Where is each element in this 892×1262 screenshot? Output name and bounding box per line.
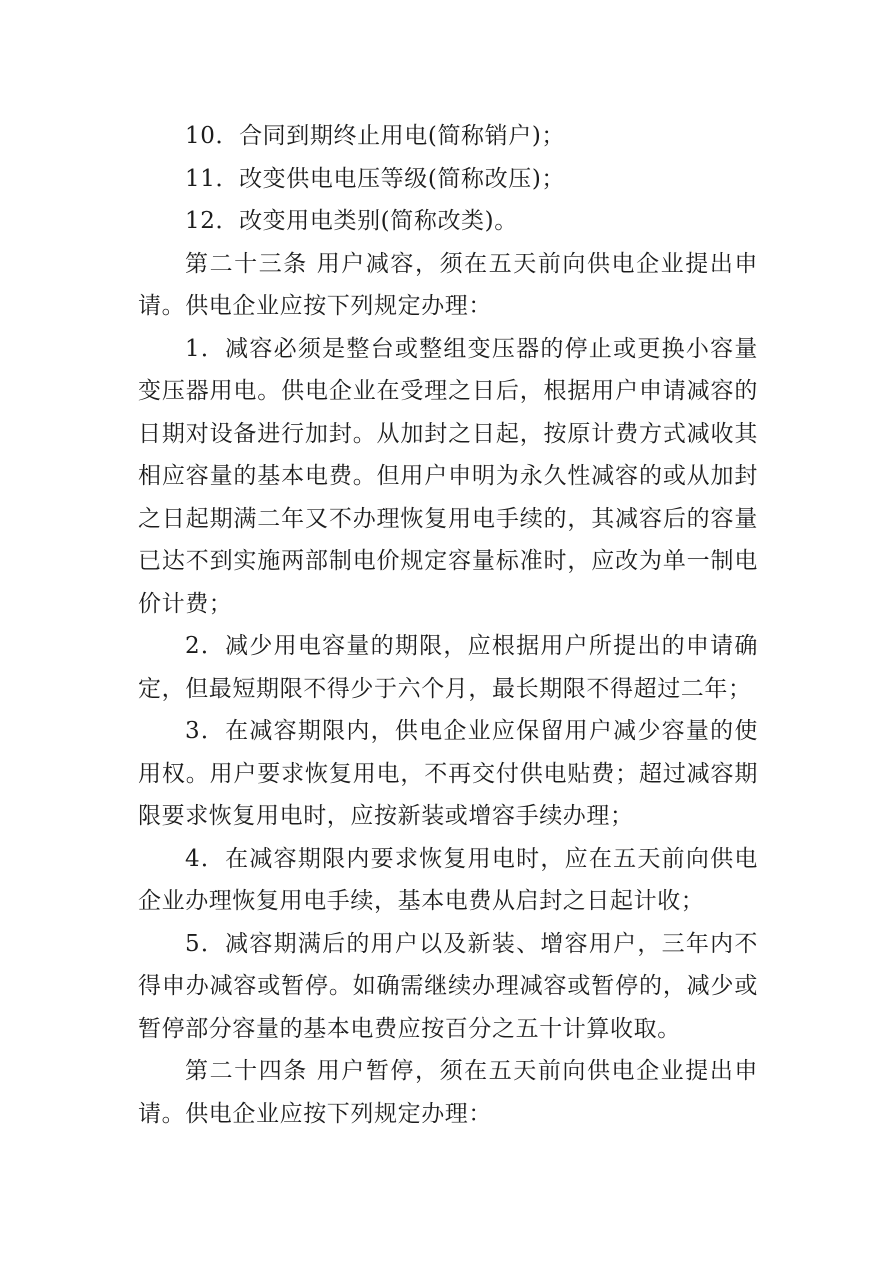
- list-item-11: 11．改变供电电压等级(简称改压)；: [185, 165, 566, 192]
- article-23-item-5: 5．减容期满后的用户以及新装、增容用户，三年内不得申办减容或暂停。如确需继续办理减容或暂停的，减少或暂停部分容量的基本电费应按百分之五十计算收取。: [138, 930, 758, 1042]
- document-body: [138, 115, 758, 1135]
- article-23-item-2: 2．减少用电容量的期限，应根据用户所提出的申请确定，但最短期限不得少于六个月，最长期限不得超过二年；: [138, 633, 758, 702]
- article-23-item-1: 1．减容必须是整台或整组变压器的停止或更换小容量变压器用电。供电企业在受理之日后，根据用户申请减容的日期对设备进行加封。从加封之日起，按原计费方式减收其相应容量的基本电费。但用户申明为永久性减容的或从加封之日起期满二年又不办理恢复用电手续的，其减容后的容量已达不到实施两部制电价规定容量标准时，应改为单一制电价计费；: [138, 335, 758, 617]
- list-item-10: 10．合同到期终止用电(简称销户)；: [185, 123, 566, 149]
- article-23-item-4: 4．在减容期限内要求恢复用电时，应在五天前向供电企业办理恢复用电手续，基本电费从启封之日起计收；: [138, 845, 758, 914]
- list-item-12: 12．改变用电类别(简称改类)。: [185, 208, 518, 234]
- article-24: 第二十四条 用户暂停，须在五天前向供电企业提出申请。供电企业应按下列规定办理：: [138, 1058, 758, 1127]
- article-23-item-3: 3．在减容期限内，供电企业应保留用户减少容量的使用权。用户要求恢复用电，不再交付供电贴费；超过减容期限要求恢复用电时，应按新装或增容手续办理；: [138, 718, 758, 829]
- article-23: 第二十三条 用户减容，须在五天前向供电企业提出申请。供电企业应按下列规定办理：: [138, 250, 758, 319]
